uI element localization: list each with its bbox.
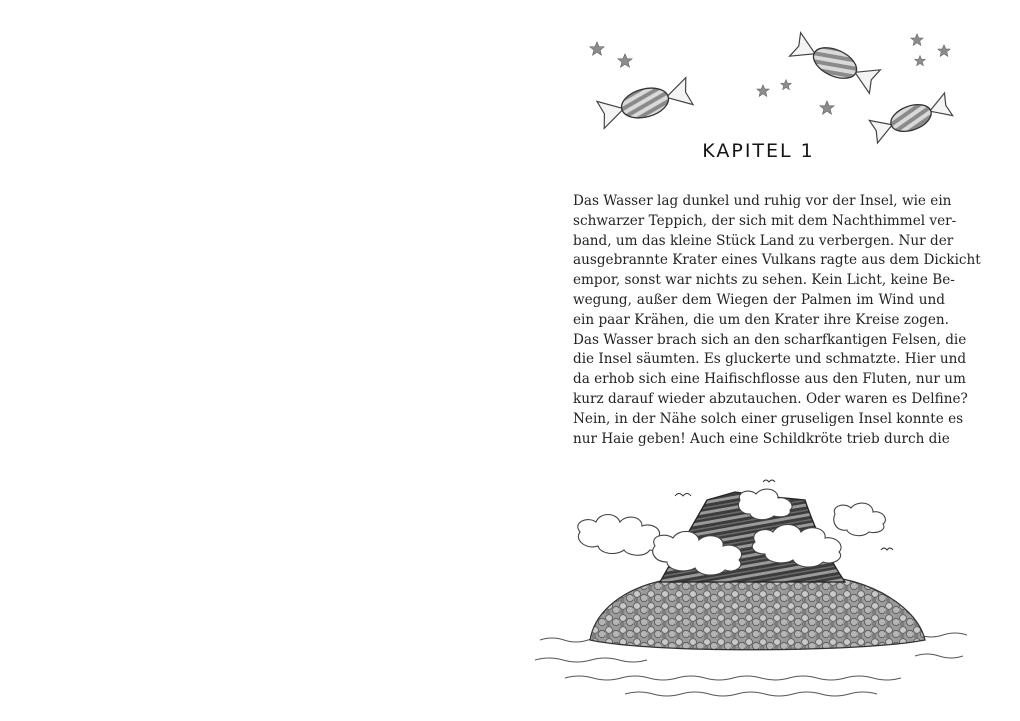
text-line: die Insel säumten. Es gluckerte und schmatzte. Hier und [573, 351, 967, 368]
text-line: ein paar Krähen, die um den Krater ihre Kreise zogen. [573, 311, 949, 328]
text-line: nur Haie geben! Auch eine Schildkröte trieb durch die [573, 430, 950, 447]
text-line: empor, sonst war nichts zu sehen. Kein Licht, keine Be- [573, 272, 955, 289]
text-line: Das Wasser lag dunkel und ruhig vor der Insel, wie ein [573, 193, 952, 209]
candy-and-stars-illustration [575, 25, 960, 145]
text-line: da erhob sich eine Haifischflosse aus den Fluten, nur um [573, 371, 966, 388]
text-line: wegung, außer dem Wiegen der Palmen im Wind und [573, 291, 945, 308]
candy-icon [597, 78, 693, 129]
candy-icon [869, 93, 952, 143]
text-line: ausgebrannte Krater eines Vulkans ragte aus dem Dickicht [573, 252, 981, 269]
text-line: Das Wasser brach sich an den scharfkantigen Felsen, die [573, 331, 967, 348]
chapter-title: KAPITEL 1 [702, 140, 815, 162]
body-paragraph [573, 192, 981, 449]
candy-icon [790, 33, 881, 94]
text-line: kurz darauf wieder abzutauchen. Oder waren es Delfine? [573, 390, 968, 407]
text-line: schwarzer Teppich, der sich mit dem Nachthimmel ver- [573, 212, 957, 229]
volcano-island-illustration [535, 470, 975, 705]
text-line: band, um das kleine Stück Land zu verbergen. Nur der [573, 232, 954, 249]
text-line: Nein, in der Nähe solch einer gruseligen Insel konnte es [573, 410, 964, 427]
